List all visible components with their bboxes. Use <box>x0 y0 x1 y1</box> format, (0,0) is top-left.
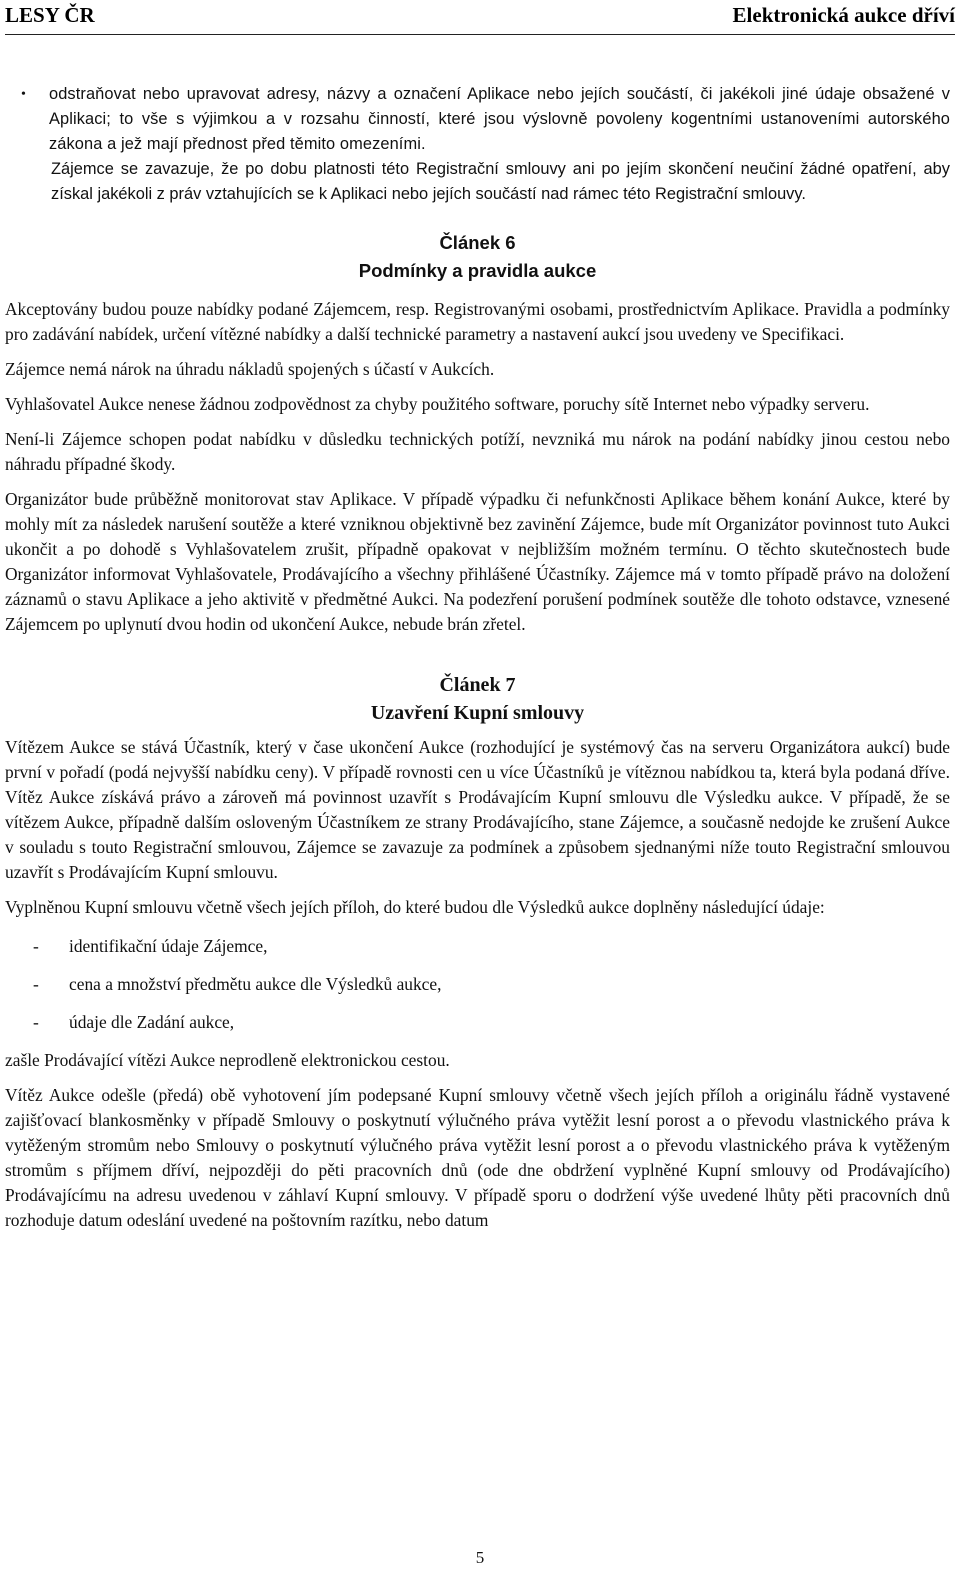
list-item <box>5 972 950 997</box>
list-item-text: identifikační údaje Zájemce, <box>69 936 268 956</box>
article6-paragraph: Vyhlašovatel Aukce nenese žádnou zodpovědnost za chyby použitého software, poruchy sítě Internet nebo výpadky serveru. <box>5 394 870 414</box>
dash-marker: - <box>33 936 39 956</box>
page-header <box>5 0 955 35</box>
list-item-text: údaje dle Zadání aukce, <box>69 1012 235 1032</box>
dash-marker: - <box>33 974 39 994</box>
article7-paragraph: zašle Prodávající vítězi Aukce neprodleně elektronickou cestou. <box>5 1050 450 1070</box>
paragraph-after-bullet: Zájemce se zavazuje, že po dobu platnosti této Registrační smlouvy ani po jejím skončení neučiní žádné opatření, aby získal jakékoli z práv vztahujících se k Aplikaci nebo jejích součástí nad rámec této Registrační smlouvy. <box>51 160 950 203</box>
article7-paragraph: Vítěz Aukce odešle (předá) obě vyhotovení jím podepsané Kupní smlouvy včetně všech jejích příloh a originálu řádně vystavené zajišťovací blankosměnky v případě Smlouvy o poskytnutí výlučného práva vytěžit lesní porost a o převodu vlastnického práva k vytěženým stromům nebo Smlouvy o poskytnutí výlučného práva vytěžit lesní porost a o převodu vlastnického práva k vytěženým stromům s příjmem dříví, nejpozději do pěti pracovních dnů (ode dne obdržení vyplněné Kupní smlouvy od Prodávajícího) Prodávajícímu na adresu uvedenou v záhlaví Kupní smlouvy. V případě sporu o dodržení výše uvedené lhůty pěti pracovních dnů rozhoduje datum odeslání uvedené na poštovním razítku, nebo datum <box>5 1085 950 1230</box>
article6-paragraph: Organizátor bude průběžně monitorovat stav Aplikace. V případě výpadku či nefunkčnosti Aplikace během konání Aukce, které by mohly mít za následek narušení soutěže a které vzniknou objektivně bez zavinění Zájemce, bude mít Organizátor povinnost tuto Aukci ukončit a po dohodě s Vyhlašovatelem zrušit, případně opakovat v nejbližším možném termínu. O těchto skutečnostech bude Organizátor informovat Vyhlašovatele, Prodávajícího a všechny přihlášené Účastníky. Zájemce má v tomto případě právo na doložení záznamů o stavu Aplikace a jeho aktivitě v předmětné Aukci. Na podezření porušení podmínek soutěže dle tohoto odstavce, vznesené Zájemcem po uplynutí dvou hodin od ukončení Aukce, nebude brán zřetel. <box>5 489 950 634</box>
article6-paragraph: Není-li Zájemce schopen podat nabídku v důsledku technických potíží, nevzniká mu nárok na podání nabídky jinou cestou nebo náhradu případné škody. <box>5 429 950 474</box>
bullet-text: odstraňovat nebo upravovat adresy, názvy a označení Aplikace nebo jejích součástí, či jakékoli jiné údaje obsažené v Aplikaci; to vše s výjimkou a v rozsahu činností, které jsou výslovně povoleny kogentními ustanoveními autorského zákona a jež mají přednost před těmito omezeními. <box>49 85 950 153</box>
article7-paragraph: Vyplněnou Kupní smlouvu včetně všech jejích příloh, do které budou dle Výsledků aukce doplněny následující údaje: <box>5 897 825 917</box>
page-number: 5 <box>475 1548 485 1567</box>
header-left: LESY ČR <box>5 3 95 27</box>
bullet-icon: • <box>21 87 26 102</box>
list-item <box>5 1010 950 1035</box>
article6-paragraph: Akceptovány budou pouze nabídky podané Zájemcem, resp. Registrovanými osobami, prostřednictvím Aplikace. Pravidla a podmínky pro zadávání nabídek, určení vítězné nabídky a další technické parametry a nastavení aukcí jsou uvedeny ve Specifikaci. <box>5 299 950 344</box>
article7-number: Článek 7 <box>439 674 516 696</box>
article7-title: Uzavření Kupní smlouvy <box>370 702 585 724</box>
article6-title: Podmínky a pravidla aukce <box>358 260 597 281</box>
header-right: Elektronická aukce dříví <box>732 3 955 27</box>
bullet-item <box>5 82 950 157</box>
dash-marker: - <box>33 1012 39 1032</box>
list-item <box>5 934 950 959</box>
document-body <box>5 82 950 1243</box>
article7-paragraph: Vítězem Aukce se stává Účastník, který v čase ukončení Aukce (rozhodující je systémový čas na serveru Organizátora aukcí) bude první v pořadí (podá nejvyšší nabídku ceny). V případě rovnosti cen u více Účastníků je vítěznou nabídkou ta, která byla podaná dříve. Vítěz Aukce získává právo a zároveň má povinnost uzavřít s Prodávajícím Kupní smlouvu dle Výsledku aukce. V případě, že se vítězem Aukce, případně dalším osloveným Účastníkem ze strany Prodávajícího, stane Zájemce, a současně nedojde ke zrušení Aukce v souladu s touto Registrační smlouvou, Zájemce se zavazuje za podmínek a způsobem sjednanými níže touto Registrační smlouvou uzavřít s Prodávajícím Kupní smlouvu. <box>5 737 950 882</box>
article6-number: Článek 6 <box>439 232 516 253</box>
article6-paragraph: Zájemce nemá nárok na úhradu nákladů spojených s účastí v Aukcích. <box>5 359 495 379</box>
list-item-text: cena a množství předmětu aukce dle Výsledků aukce, <box>69 974 442 994</box>
